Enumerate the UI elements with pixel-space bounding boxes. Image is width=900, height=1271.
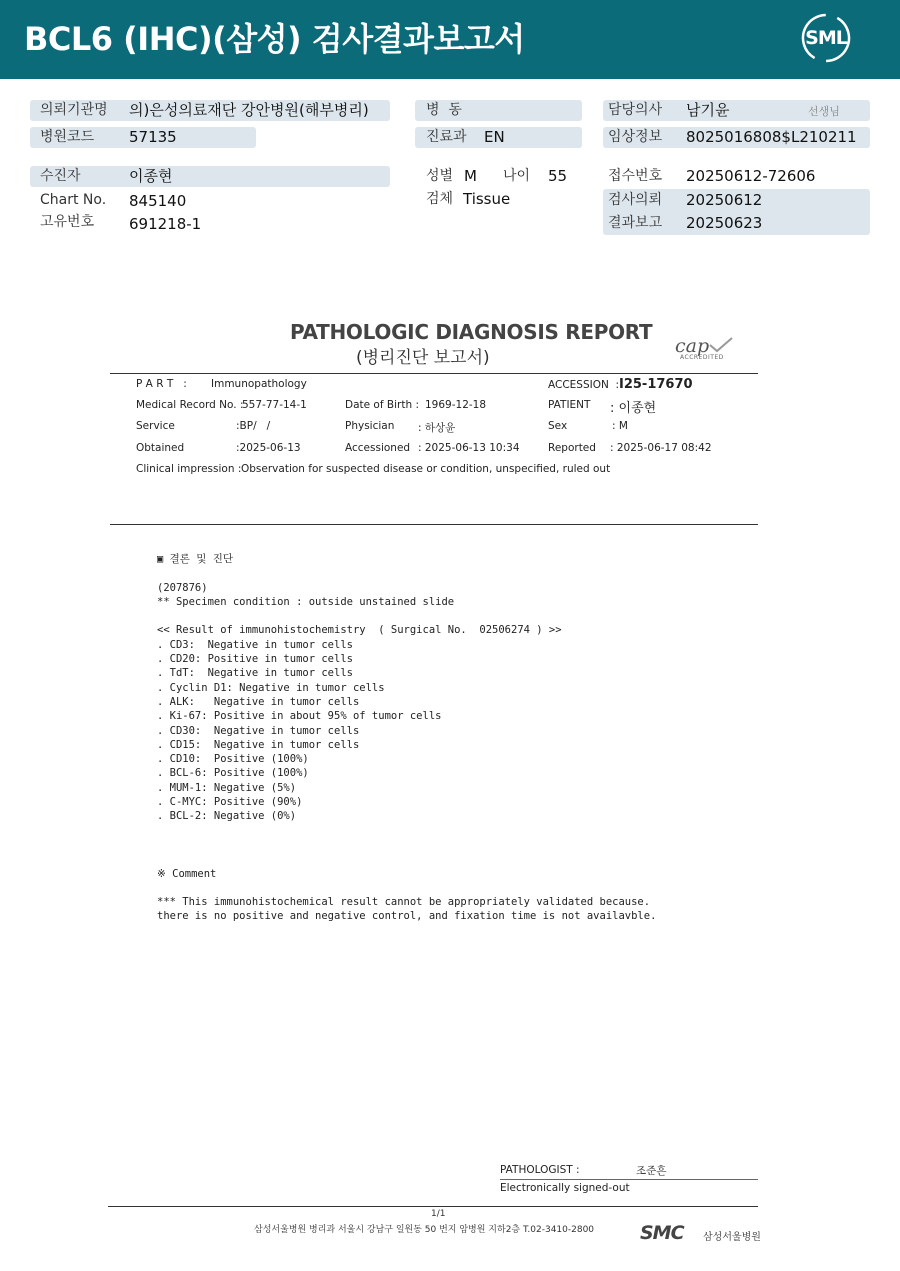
- report-title: BCL6 (IHC)(삼성) 검사결과보고서: [24, 20, 525, 58]
- signed-out: Electronically signed-out: [500, 1182, 630, 1194]
- dob-value: 1969-12-18: [425, 399, 487, 411]
- report-patient-value: : 이종현: [610, 401, 657, 416]
- report-patient-label: PATIENT: [548, 399, 591, 411]
- footer-rule: [108, 1206, 758, 1207]
- report-mid-rule: [110, 524, 758, 525]
- department-value: EN: [484, 128, 505, 146]
- department-label: 진료과: [426, 129, 467, 145]
- service-label: Service: [136, 420, 175, 432]
- receipt-value: 20250612-72606: [686, 167, 816, 185]
- mrn-label: Medical Record No. :: [136, 399, 244, 411]
- clinical-impression-label: Clinical impression :: [136, 463, 242, 475]
- chart-value: 845140: [129, 192, 187, 210]
- report-top-rule: [110, 373, 758, 374]
- result-label: 결과보고: [608, 215, 663, 231]
- cap-logo-text: cap: [675, 335, 710, 357]
- receipt-label: 접수번호: [608, 168, 663, 184]
- smc-name: 삼성서울병원: [703, 1232, 761, 1243]
- accession-value: I25-17670: [619, 377, 693, 392]
- signature-rule: [500, 1179, 758, 1180]
- result-value: 20250623: [686, 214, 763, 232]
- patient-value: 이종현: [129, 167, 173, 185]
- reported-label: Reported: [548, 442, 596, 454]
- obtained-value: :2025-06-13: [236, 442, 301, 454]
- report-sex-label: Sex: [548, 420, 568, 432]
- checkmark-icon: [708, 336, 734, 354]
- unique-id-label: 고유번호: [40, 214, 95, 230]
- report-sex-value: : M: [612, 420, 628, 432]
- physician-value: : 하상윤: [418, 422, 456, 434]
- info-bar-patient: [30, 166, 390, 187]
- dob-label: Date of Birth :: [345, 399, 419, 411]
- age-value: 55: [548, 167, 568, 185]
- sex-value: M: [464, 167, 477, 185]
- request-label: 검사의뢰: [608, 192, 663, 208]
- report-subtitle: (병리진단 보고서): [356, 348, 490, 368]
- page-number: 1/1: [431, 1209, 446, 1219]
- request-value: 20250612: [686, 191, 763, 209]
- age-label: 나이: [503, 168, 531, 184]
- cap-accredited: ACCREDITED: [680, 354, 724, 361]
- doctor-value: 남기윤: [686, 101, 730, 119]
- diagnosis-body: ▣ 결론 및 진단 (207876) ** Specimen condition : outside unstained slide << Result of immunohistochemistry ( Surgical No. 02506274 ) >> . CD3: Negative in tumor cells . CD20: Positive in tumor cells . TdT: Negative in tumor cells . Cyclin D1: Negative in tumor cells . ALK: Negative in tumor cells . Ki-67: Positive in about 95% of tumor cells . CD30: Negative in tumor cells . CD15: Negative in tumor cells . CD10: Positive (100%) . BCL-6: Positive (100%) . MUM-1: Negative (5%) . C-MYC: Positive (90%) . BCL-2: Negative (0%) ※ Comment *** This immunohistochemical result cannot be appropriately validated because. there is no positive and negative control, and fixation time is not availavble.: [157, 553, 657, 923]
- institution-value: 의)은성의료재단 강안병원(해부병리): [129, 101, 369, 119]
- report-header: [0, 0, 900, 79]
- clinical-info-label: 임상정보: [608, 129, 663, 145]
- sml-logo-text: SML: [805, 27, 847, 49]
- specimen-value: Tissue: [463, 190, 511, 208]
- smc-logo-text: SMC: [640, 1222, 684, 1244]
- pathologist-value: 조준흔: [636, 1165, 667, 1177]
- clinical-info-value: 8025016808$L210211: [686, 128, 857, 146]
- accessioned-value: : 2025-06-13 10:34: [418, 442, 520, 454]
- institution-label: 의뢰기관명: [40, 102, 108, 118]
- pathologist-label: PATHOLOGIST :: [500, 1164, 580, 1176]
- chart-label: Chart No.: [40, 192, 107, 208]
- part-label: P A R T :: [136, 378, 187, 390]
- doctor-label: 담당의사: [608, 102, 663, 118]
- reported-value: : 2025-06-17 08:42: [610, 442, 712, 454]
- obtained-label: Obtained: [136, 442, 185, 454]
- accessioned-label: Accessioned: [345, 442, 411, 454]
- physician-label: Physician: [345, 420, 395, 432]
- accession-label: ACCESSION :: [548, 379, 620, 391]
- hospital-code-label: 병원코드: [40, 129, 95, 145]
- part-value: Immunopathology: [211, 378, 307, 390]
- ward-label: 병 동: [426, 102, 462, 118]
- sex-label: 성별: [426, 168, 454, 184]
- hospital-code-value: 57135: [129, 128, 177, 146]
- footer-address: 삼성서울병원 병리과 서울시 강남구 일원동 50 번지 암병원 지하2층 T.02-3410-2800: [254, 1225, 595, 1235]
- unique-id-value: 691218-1: [129, 215, 202, 233]
- mrn-value: 557-77-14-1: [242, 399, 307, 411]
- patient-label: 수진자: [40, 168, 81, 184]
- specimen-label: 검체: [426, 191, 454, 207]
- doctor-suffix: 선생님: [808, 105, 840, 118]
- service-value: :BP/ /: [236, 420, 271, 432]
- report-main-title: PATHOLOGIC DIAGNOSIS REPORT: [290, 320, 653, 344]
- clinical-impression-value: Observation for suspected disease or condition, unspecified, ruled out: [241, 463, 611, 475]
